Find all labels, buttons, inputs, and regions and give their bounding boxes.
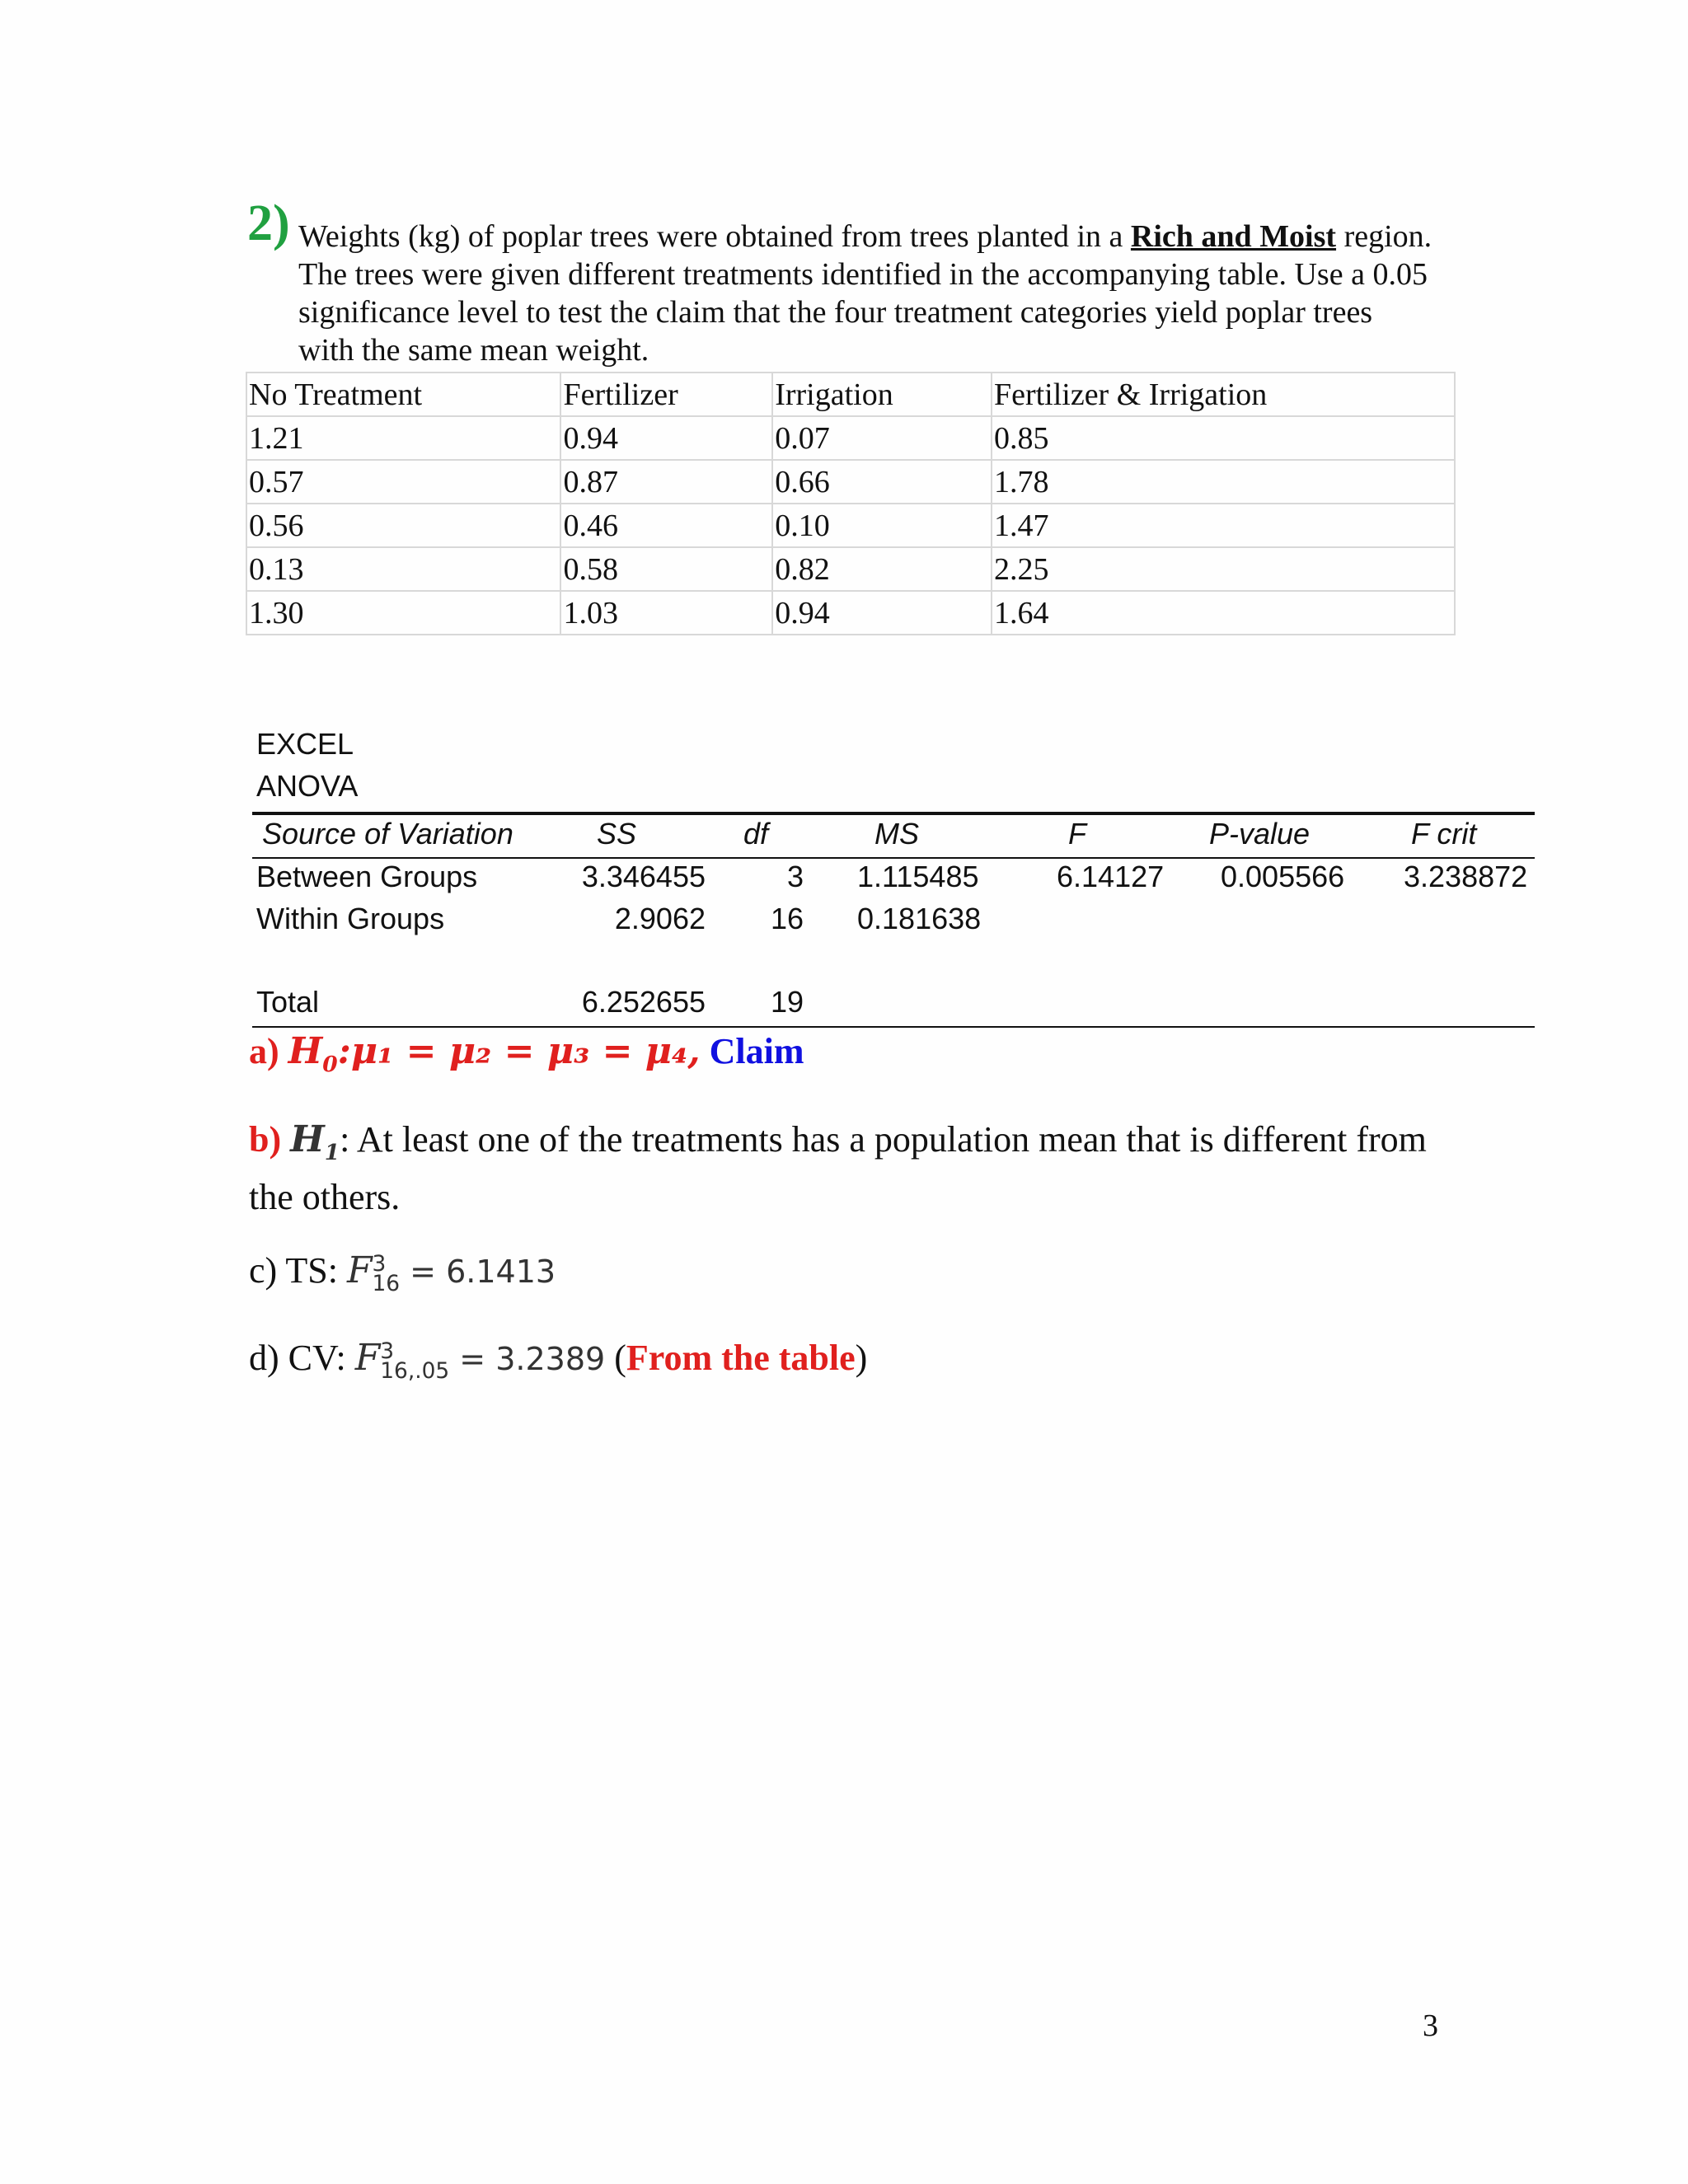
paren-close: ): [855, 1338, 868, 1378]
table-row: [246, 416, 1455, 460]
f-crit-value: = 3.2389: [449, 1341, 606, 1377]
data-table: [246, 372, 1456, 635]
table-header-cell: No Treatment: [246, 373, 560, 416]
answer-c-label: c) TS:: [249, 1250, 347, 1291]
table-cell: 0.57: [246, 460, 560, 504]
anova-header-rule: [252, 857, 1535, 859]
excel-label: EXCEL: [256, 727, 354, 761]
anova-cell: 6.14127: [1057, 860, 1165, 893]
f-stat-symbol: F: [346, 1249, 373, 1291]
answer-c: [249, 1249, 556, 1294]
table-header-cell: Fertilizer: [560, 373, 772, 416]
f-crit-df: 3 16,.05: [380, 1338, 450, 1384]
table-cell: 0.13: [246, 547, 560, 591]
anova-cell: Total: [256, 985, 320, 1019]
anova-cell: 6.252655: [581, 985, 706, 1019]
anova-bottom-rule: [252, 1026, 1535, 1028]
table-header-row: [246, 373, 1455, 416]
h0-symbol: $H_0$: [288, 1030, 338, 1077]
table-cell: 1.30: [246, 591, 560, 635]
anova-cell: 16: [770, 902, 804, 935]
anova-header-fcrit: F crit: [1411, 817, 1477, 851]
anova-header-df: df: [743, 817, 769, 851]
answer-b-text: : At least one of the treatments has a population mean that is different from the others.: [249, 1119, 1427, 1217]
table-cell: 0.85: [992, 416, 1455, 460]
anova-header-ss: SS: [597, 817, 637, 851]
table-cell: 0.66: [772, 460, 992, 504]
f-stat-value: = 6.1413: [400, 1254, 556, 1290]
anova-cell: 3.238872: [1404, 860, 1528, 893]
anova-top-rule: [252, 812, 1535, 815]
table-cell: 1.47: [992, 504, 1455, 547]
table-cell: 1.78: [992, 460, 1455, 504]
answer-d: [249, 1337, 868, 1384]
table-cell: 0.56: [246, 504, 560, 547]
question-text-before: Weights (kg) of poplar trees were obtained from trees planted in a: [298, 219, 1131, 254]
table-cell: 0.10: [772, 504, 992, 547]
table-row: [246, 547, 1455, 591]
anova-label: ANOVA: [256, 769, 359, 803]
anova-cell: 3: [786, 860, 804, 893]
table-cell: 2.25: [992, 547, 1455, 591]
anova-cell: 0.005566: [1221, 860, 1345, 893]
anova-cell: Within Groups: [256, 902, 445, 935]
question-text: [298, 218, 1436, 369]
paren-open: (: [605, 1338, 626, 1378]
answer-b-label: b): [249, 1119, 282, 1160]
question-highlight: Rich and Moist: [1130, 219, 1337, 254]
table-row: [246, 504, 1455, 547]
h1-symbol: $H_1$: [290, 1118, 340, 1165]
table-cell: 1.64: [992, 591, 1455, 635]
anova-header-source: Source of Variation: [262, 817, 513, 851]
table-cell: 0.58: [560, 547, 772, 591]
anova-header-ms: MS: [874, 817, 919, 851]
f-stat-df: 3 16: [372, 1251, 401, 1296]
table-row: [246, 460, 1455, 504]
table-cell: 0.94: [560, 416, 772, 460]
from-table-note: From the table: [626, 1338, 856, 1378]
anova-cell: Between Groups: [256, 860, 478, 893]
claim-label: Claim: [709, 1031, 804, 1071]
h0-equation: :μ₁ = μ₂ = μ₃ = μ₄,: [337, 1030, 701, 1072]
table-cell: 0.82: [772, 547, 992, 591]
table-cell: 1.21: [246, 416, 560, 460]
table-cell: 0.46: [560, 504, 772, 547]
anova-cell: 2.9062: [614, 902, 706, 935]
table-header-cell: Fertilizer & Irrigation: [992, 373, 1455, 416]
f-crit-symbol: F: [354, 1337, 381, 1379]
table-cell: 0.07: [772, 416, 992, 460]
question-text-after: region. The trees were given different treatments identified in the accompanying table. Use a 0.05 significance level to test the claim that the four treatment categories yield poplar trees with the same mean weight.: [298, 219, 1432, 368]
anova-cell: 3.346455: [581, 860, 706, 893]
table-header-cell: Irrigation: [772, 373, 992, 416]
table-cell: 1.03: [560, 591, 772, 635]
anova-header-pvalue: P-value: [1209, 817, 1311, 851]
anova-header-f: F: [1068, 817, 1086, 851]
answer-a: [249, 1030, 804, 1077]
anova-cell: 0.181638: [857, 902, 982, 935]
table-cell: 0.94: [772, 591, 992, 635]
answer-d-label: d) CV:: [249, 1338, 355, 1378]
question-number: 2): [247, 195, 290, 251]
answer-a-label: a): [249, 1031, 279, 1071]
table-row: [246, 591, 1455, 635]
answer-b: [249, 1118, 1444, 1220]
table-cell: 0.87: [560, 460, 772, 504]
anova-cell: 1.115485: [857, 860, 979, 893]
anova-cell: 19: [770, 985, 804, 1019]
page-number: 3: [1423, 2008, 1438, 2043]
